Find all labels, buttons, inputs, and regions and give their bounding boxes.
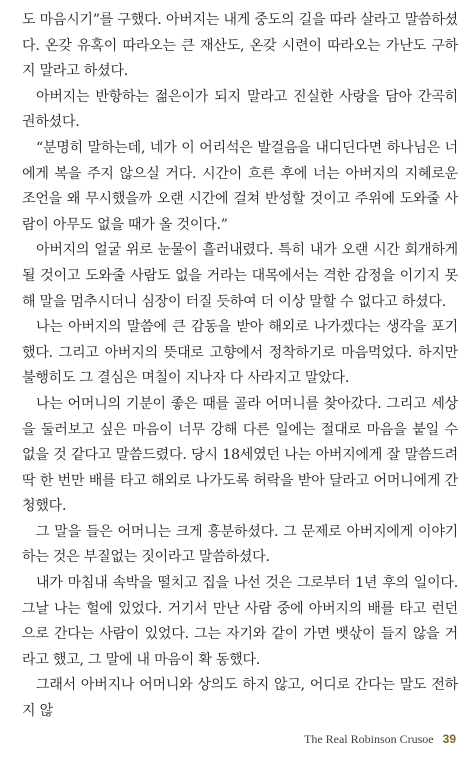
- paragraph-2: 아버지는 반항하는 젊은이가 되지 말라고 진실한 사랑을 담아 간곡히 권하셨다.: [22, 88, 458, 131]
- paragraph-7: 그 말을 들은 어머니는 크게 흥분하셨다. 그 문제로 아버지에게 이야기하는 것은 부질없는 짓이라고 말씀하셨다.: [22, 523, 458, 566]
- page-footer: [304, 732, 456, 747]
- page-number: 39: [442, 732, 456, 746]
- running-book-title: The Real Robinson Crusoe: [303, 732, 434, 746]
- paragraph-4: 아버지의 얼굴 위로 눈물이 흘러내렸다. 특히 내가 오랜 시간 회개하게 될 것이고 도와줄 사람도 없을 거라는 대목에서는 격한 감정을 이기지 못해 말을 멈추시더니 심장이 터질 듯하여 더 이상 말할 수 없다고 하셨다.: [22, 242, 458, 310]
- paragraph-3: “분명히 말하는데, 네가 이 어리석은 발걸음을 내디딘다면 하나님은 너에게 복을 주지 않으실 거다. 시간이 흐른 후에 너는 아버지의 지혜로운 조언을 왜 무시했을까 오랜 시간에 걸쳐 반성할 것이고 주위에 도와줄 사람이 아무도 없을 때가 올 것이다.”: [22, 139, 458, 233]
- paragraph-5: 나는 아버지의 말씀에 큰 감동을 받아 해외로 나가겠다는 생각을 포기했다. 그리고 아버지의 뜻대로 고향에서 정착하기로 마음먹었다. 하지만 불행히도 그 결심은 며칠이 지나자 다 사라지고 말았다.: [22, 319, 458, 387]
- paragraph-8: 내가 마침내 속박을 떨치고 집을 나선 것은 그로부터 1년 후의 일이다. 그날 나는 헐에 있었다. 거기서 만난 사람 중에 아버지의 배를 타고 런던으로 간다는 사람이 있었다. 그는 자기와 같이 가면 뱃삯이 들지 않을 거라고 했고, 그 말에 내 마음이 확 동했다.: [22, 575, 458, 668]
- paragraph-6: 나는 어머니의 기분이 좋은 때를 골라 어머니를 찾아갔다. 그리고 세상을 둘러보고 싶은 마음이 너무 강해 다른 일에는 절대로 마음을 붙일 수 없을 것 같다고 말씀드렸다. 당시 18세였던 나는 아버지에게 잘 말씀드려 딱 한 번만 배를 타고 해외로 나가도록 허락을 받아 달라고 어머니에게 간청했다.: [22, 395, 458, 515]
- paragraph-9: 그래서 아버지나 어머니와 상의도 하지 않고, 어디로 간다는 말도 전하지 않: [22, 677, 458, 720]
- paragraph-1: 도 마음시기”를 구했다. 아버지는 내게 중도의 길을 따라 살라고 말씀하셨다. 온갖 유혹이 따라오는 큰 재산도, 온갖 시련이 따라오는 가난도 구하지 말라고 하셨다.: [22, 12, 458, 80]
- body-text: [22, 8, 458, 725]
